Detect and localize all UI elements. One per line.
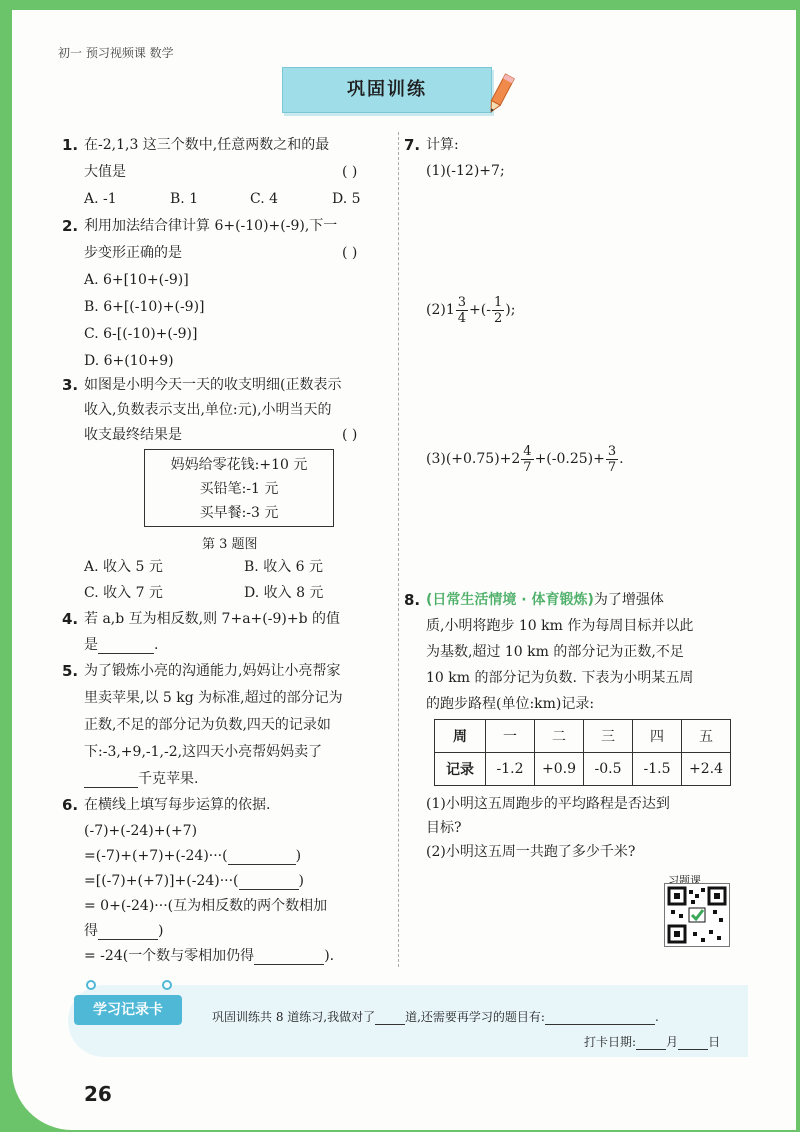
table-header-cell: 五: [682, 720, 731, 753]
q6-step0: (-7)+(-24)+(+7): [84, 823, 198, 839]
q3-answer-paren: ( ): [342, 427, 358, 443]
pin-icon: [162, 980, 172, 990]
q1-line1: 在-2,1,3 这三个数中,任意两数之和的最: [84, 137, 330, 153]
q7-part3-frac2-den: 7: [607, 459, 617, 475]
table-cell: 记录: [435, 753, 486, 786]
q7-part2-frac2-den: 2: [493, 310, 503, 326]
q5-line4: 下:-3,+9,-1,-2,这四天小亮帮妈妈卖了: [84, 744, 323, 760]
q6-step1-post: ): [295, 848, 302, 864]
q7-part2-frac2-num: 1: [493, 294, 503, 310]
q5-line1: 为了锻炼小亮的沟通能力,妈妈让小亮帮家: [84, 663, 341, 679]
q7-line1: 计算:: [426, 137, 459, 153]
q6-step3: = 0+(-24)···(互为相反数的两个数相加: [84, 898, 328, 914]
q3-box-line2: 买铅笔:-1 元: [199, 481, 279, 497]
checkin-date-label: 打卡日期:: [584, 1035, 637, 1049]
q7-part3-frac1-num: 4: [523, 443, 532, 459]
month-blank[interactable]: [636, 1037, 666, 1050]
table-cell: +0.9: [535, 753, 584, 786]
review-items-blank[interactable]: [545, 1012, 655, 1025]
table-header-cell: 周: [435, 720, 486, 753]
q6-step2-post: ): [298, 873, 304, 889]
footer-line1-pre: 巩固训练共 8 道练习,我做对了: [212, 1010, 376, 1024]
table-cell: +2.4: [682, 753, 731, 786]
section-title: 巩固训练: [347, 79, 427, 100]
day-blank[interactable]: [678, 1037, 708, 1050]
page-header: 初一 预习视频课 数学: [58, 46, 174, 60]
q4-line2-post: .: [154, 637, 159, 653]
footer-line1-post: .: [654, 1010, 659, 1024]
q6-step2-pre: =[(-7)+(+7)]+(-24)···(: [84, 873, 239, 889]
pin-icon: [86, 980, 96, 990]
q2-option-d: D. 6+(10+9): [84, 353, 174, 369]
q3-box-line1: 妈妈给零花钱:+10 元: [170, 457, 308, 473]
q2-line2: 步变形正确的是: [84, 245, 182, 261]
q5-line3: 正数,不足的部分记为负数,四天的记录如: [84, 717, 331, 733]
q6-step2-blank[interactable]: [239, 875, 299, 890]
q1-number: 1.: [62, 136, 79, 154]
q2-option-b: B. 6+[(-10)+(-9)]: [84, 299, 205, 315]
q1-option-c: C. 4: [250, 191, 279, 207]
table-header-cell: 三: [584, 720, 633, 753]
q3-option-d: D. 收入 8 元: [244, 585, 324, 601]
workbook-page: [12, 10, 796, 1130]
q3-figure-caption: 第 3 题图: [202, 537, 258, 552]
table-header-cell: 四: [633, 720, 682, 753]
q3-number: 3.: [62, 376, 79, 394]
q8-scenario-tag: (日常生活情境 · 体育锻炼): [426, 592, 594, 608]
q7-part3-mid: +(-0.25)+: [534, 451, 605, 467]
q2-option-c: C. 6-[(-10)+(-9)]: [84, 326, 198, 342]
q4-number: 4.: [62, 610, 79, 628]
table-cell: -1.5: [633, 753, 682, 786]
q5-line5-post: 千克苹果.: [138, 771, 199, 787]
qr-code-icon[interactable]: [664, 883, 730, 947]
table-header-row: [435, 720, 731, 753]
section-title-banner: [282, 67, 492, 113]
table-cell: -0.5: [584, 753, 633, 786]
q1-answer-paren: ( ): [342, 164, 358, 180]
month-label: 月: [666, 1035, 679, 1049]
q6-step3b: [84, 922, 163, 940]
q4-answer-blank[interactable]: [98, 639, 154, 654]
q4-line2-pre: 是: [84, 637, 98, 653]
q4-line2: [84, 636, 158, 654]
q3-figure-box: [144, 449, 334, 527]
table-cell: -1.2: [486, 753, 535, 786]
q3-option-c: C. 收入 7 元: [84, 585, 163, 601]
q8-number: 8.: [404, 591, 421, 609]
day-label: 日: [708, 1035, 721, 1049]
q6-line1: 在横线上填写每步运算的依据.: [84, 797, 271, 813]
q1-option-d: D. 5: [332, 191, 361, 207]
q2-number: 2.: [62, 217, 79, 235]
q8-line4: 10 km 的部分记为负数. 下表为小明某五周: [426, 670, 694, 686]
q6-step1: [84, 847, 301, 865]
q7-part2-mid: +(-: [469, 302, 491, 318]
page-number: 26: [84, 1082, 112, 1106]
footer-line2: [584, 1033, 720, 1050]
q8-line3: 为基数,超过 10 km 的部分记为正数,不足: [426, 644, 684, 660]
q6-step3b-post: ): [158, 923, 164, 939]
study-record-badge: 学习记录卡: [74, 995, 182, 1025]
q6-step3b-pre: 得: [84, 923, 98, 939]
q6-step1-blank[interactable]: [228, 850, 296, 865]
q7-part2-end: );: [505, 302, 516, 318]
q3-box-line3: 买早餐:-3 元: [199, 505, 279, 521]
q7-part3-fraction1: [521, 444, 533, 475]
q8-line5: 的跑步路程(单位:km)记录:: [426, 696, 595, 712]
q3-option-a: A. 收入 5 元: [84, 559, 163, 575]
q7-number: 7.: [404, 136, 421, 154]
q6-step1-pre: =(-7)+(+7)+(-24)···(: [84, 848, 228, 864]
q3-option-b: B. 收入 6 元: [244, 559, 323, 575]
column-divider: [398, 132, 399, 967]
q8-line1-post: 为了增强体: [593, 592, 664, 608]
q7-part2-label: (2): [426, 302, 446, 318]
q8-line2: 质,小明将跑步 10 km 作为每周目标并以此: [426, 618, 694, 634]
q6-step2: [84, 872, 304, 890]
q2-option-a: A. 6+[10+(-9)]: [84, 272, 189, 288]
correct-count-blank[interactable]: [375, 1012, 405, 1025]
q6-step3-blank[interactable]: [98, 925, 158, 940]
q7-part3-end: .: [619, 451, 624, 467]
q5-line2: 里卖苹果,以 5 kg 为标准,超过的部分记为: [84, 690, 343, 706]
q7-part3-frac2-num: 3: [607, 443, 617, 459]
footer-line1: [212, 1008, 659, 1025]
q3-line3: 收支最终结果是: [84, 427, 182, 443]
q1-option-a: A. -1: [84, 191, 117, 207]
q7-part3-fraction2: [606, 444, 618, 475]
q7-part2-frac1-den: 4: [457, 310, 467, 326]
q1-option-b: B. 1: [170, 191, 199, 207]
q7-part2-whole: 1: [445, 302, 455, 318]
q4-line1: 若 a,b 互为相反数,则 7+a+(-9)+b 的值: [84, 611, 340, 627]
q8-line1: [426, 591, 664, 609]
q7-part3-frac1-den: 7: [523, 459, 532, 475]
q6-step4-post: ).: [324, 948, 335, 964]
qr-label: 习题课: [668, 874, 701, 887]
q2-line1: 利用加法结合律计算 6+(-10)+(-9),下一: [84, 218, 338, 234]
q5-line5: [84, 770, 198, 788]
running-record-table: [434, 719, 731, 786]
q7-part1: (1)(-12)+7;: [426, 163, 505, 179]
table-row: [435, 753, 731, 786]
q7-part2-fraction2: [492, 295, 504, 326]
q6-step4-pre: = -24(一个数与零相加仍得: [84, 948, 255, 964]
q8-sub1-line1: (1)小明这五周跑步的平均路程是否达到: [426, 796, 670, 812]
q3-line2: 收入,负数表示支出,单位:元),小明当天的: [84, 402, 332, 418]
q3-line1: 如图是小明今天一天的收支明细(正数表示: [84, 377, 342, 393]
q8-sub2: (2)小明这五周一共跑了多少千米?: [426, 844, 636, 860]
q1-line2: 大值是: [84, 164, 126, 180]
q7-part3-label: (3)(+0.75)+2: [426, 451, 521, 467]
table-header-cell: 二: [535, 720, 584, 753]
q6-step4: [84, 947, 334, 965]
q8-sub1-line2: 目标?: [426, 820, 462, 836]
q6-number: 6.: [62, 796, 79, 814]
q6-step4-blank[interactable]: [254, 950, 324, 965]
q7-part3: [426, 441, 624, 477]
pencil-icon: [482, 72, 518, 118]
footer-line1-mid: 道,还需要再学习的题目有:: [405, 1010, 545, 1024]
q5-answer-blank[interactable]: [84, 773, 138, 788]
q5-number: 5.: [62, 662, 79, 680]
q2-answer-paren: ( ): [342, 245, 358, 261]
q7-part2-fraction1: [456, 295, 468, 326]
q7-part2: [426, 292, 515, 328]
table-header-cell: 一: [486, 720, 535, 753]
q7-part2-frac1-num: 3: [457, 294, 467, 310]
